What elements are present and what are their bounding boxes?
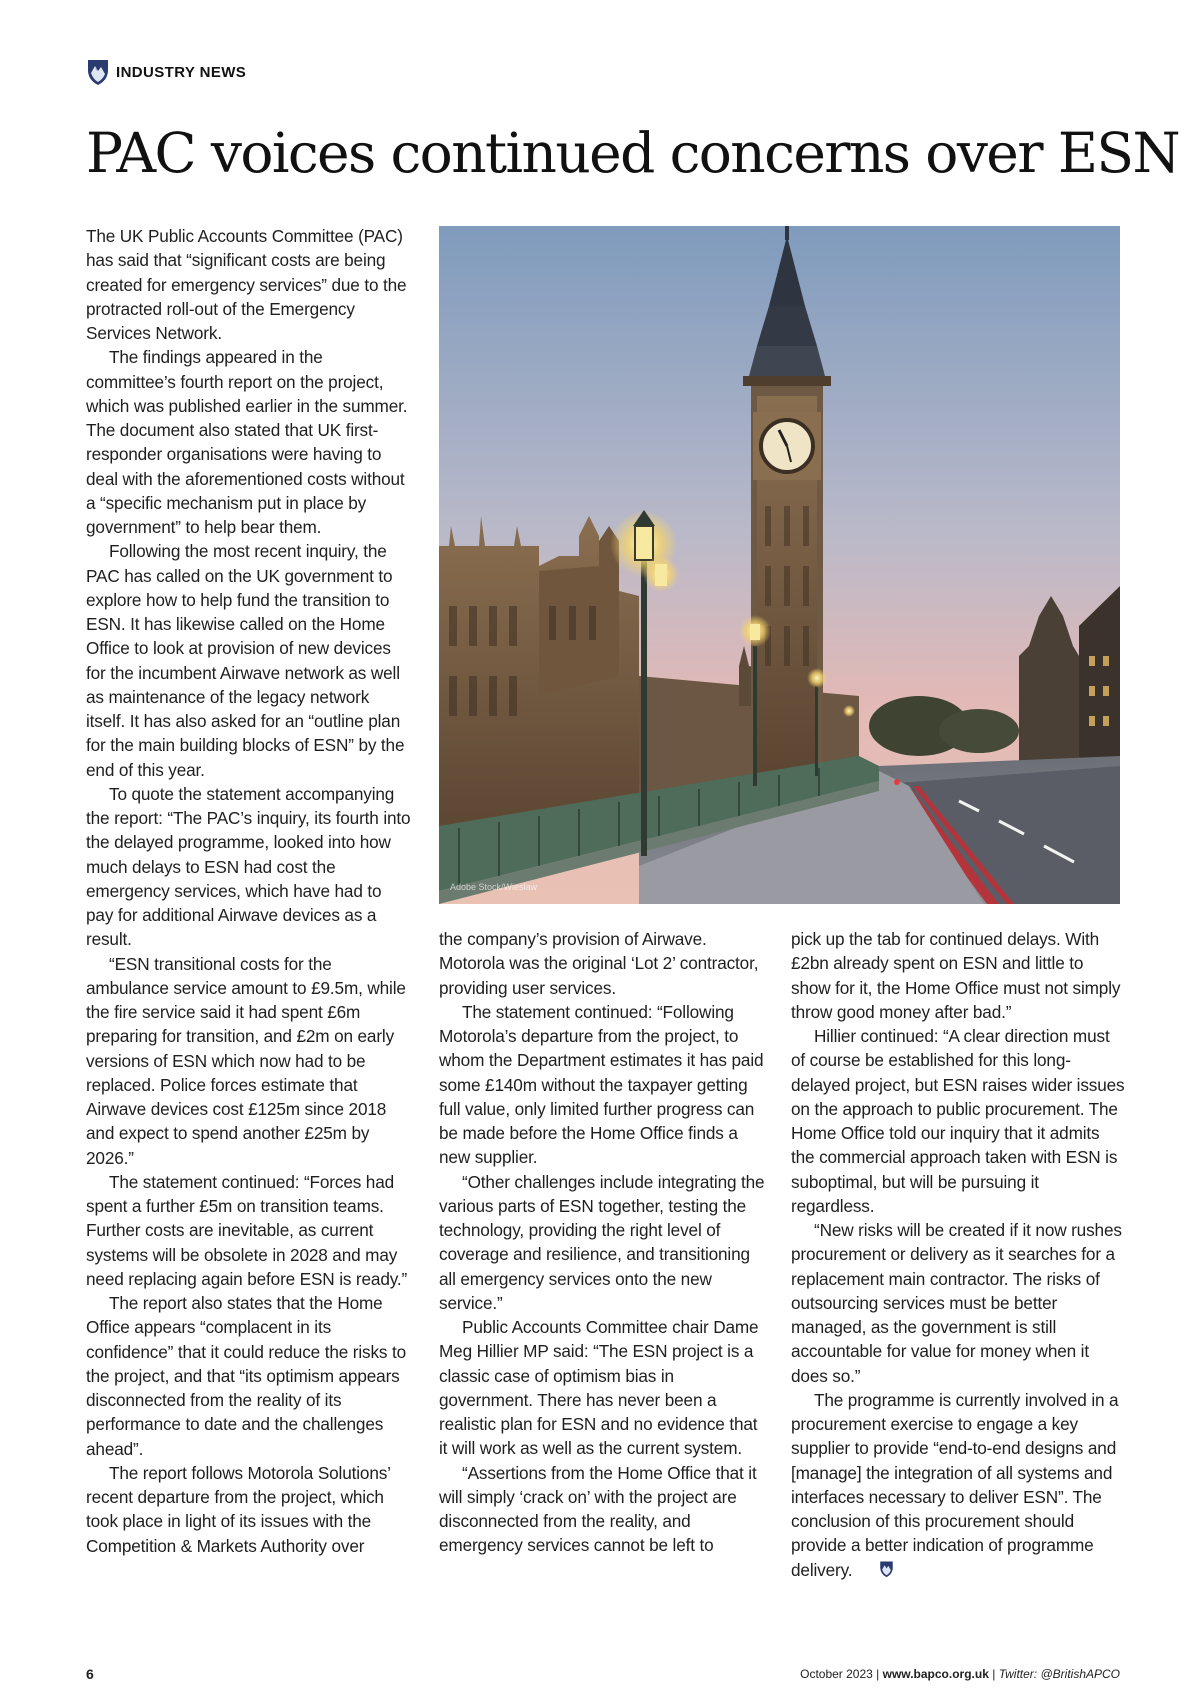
paragraph: pick up the tab for continued delays. With £2bn already spent on ESN and little to show for it, the Home Office must not simply throw good money after bad.” [791,929,1121,1022]
website-link[interactable]: www.bapco.org.uk [882,1667,989,1681]
paragraph: The statement continued: “Forces had spent a further £5m on transition teams. Further costs are inevitable, as current systems will be obsolete in 2028 and may need replacing again before ESN is ready.” [86,1171,408,1289]
paragraph: Following the most recent inquiry, the PAC has called on the UK government to explore how to help fund the transition to ESN. It has likewise called on the Home Office to look at provision of new devices for the incumbent Airwave network as well as maintenance of the legacy network itself. It has also asked for an “outline plan for the main building blocks of ESN” by the end of this year. [86,541,405,780]
bapco-shield-icon [86,58,110,86]
separator: | [876,1667,880,1681]
paragraph [791,1388,1126,1584]
paragraph-text: The programme is currently involved in a procurement exercise to engage a key supplier to provide “end-to-end designs and [manage] the integration of all systems and interfaces necessary to deliver ESN”. The conclusion of this procurement should provide a better indication of programme delivery. [791,1389,1119,1580]
paragraph: “New risks will be created if it now rushes procurement or delivery as it searches for a replacement main contractor. The risks of outsourcing services must be better managed, as the government is still accountable for value for money when it does so.” [791,1220,1122,1386]
article-column-3 [791,927,1126,1584]
article-column-1 [86,224,412,1558]
issue-date: October 2023 [800,1667,873,1681]
paragraph: The findings appeared in the committee’s fourth report on the project, which was published earlier in the summer. The document also stated that UK first-responder organisations were having to deal with the aforementioned costs without a “specific mechanism put in place by government” to help bear them. [86,347,408,537]
paragraph: To quote the statement accompanying the report: “The PAC’s inquiry, its fourth into the delayed programme, looked into how much delays to ESN had cost the emergency services, which have had to pay for additional Airwave devices as a result. [86,783,411,950]
paragraph: The UK Public Accounts Committee (PAC) has said that “significant costs are being created for emergency services” due to the protracted roll-out of the Emergency Services Network. [86,226,407,343]
separator: | [992,1667,996,1681]
page-number: 6 [86,1666,94,1682]
big-ben-photo [439,226,1120,904]
footer-info [800,1667,1120,1681]
section-header [86,58,246,86]
paragraph: the company’s provision of Airwave. Motorola was the original ‘Lot 2’ contractor, providing user services. [439,929,759,998]
paragraph: “ESN transitional costs for the ambulance service amount to £9.5m, while the fire service said it had spent £6m preparing for transition, and £2m on early versions of ESN which now had to be replaced. Police forces estimate that Airwave devices cost £125m since 2018 and expect to spend another £25m by 2026.” [86,953,406,1168]
end-mark-shield-icon [856,1560,894,1584]
paragraph: “Assertions from the Home Office that it will simply ‘crack on’ with the project are disconnected from the reality, and emergency services cannot be left to [439,1462,757,1556]
paragraph: “Other challenges include integrating the various parts of ESN together, testing the technology, providing the right level of coverage and resilience, and transitioning all emergency services onto the new service.” [439,1171,765,1313]
photo-credit: Adobe Stock/Wieslaw [450,882,538,892]
paragraph: The report follows Motorola Solutions’ recent departure from the project, which took place in light of its issues with the Competition & Markets Authority over [86,1462,391,1556]
paragraph: Public Accounts Committee chair Dame Meg Hillier MP said: “The ESN project is a classic case of optimism bias in government. There has never been a realistic plan for ESN and no evidence that it will work as well as the current system. [439,1317,759,1459]
twitter-handle[interactable]: Twitter: @BritishAPCO [998,1667,1120,1681]
article-headline: PAC voices continued concerns over ESN [86,121,1179,185]
paragraph: Hillier continued: “A clear direction must of course be established for this long-delayed project, but ESN raises wider issues on the approach to public procurement. The Home Office told our inquiry that it admits the commercial approach taken with ESN is suboptimal, but will be pursuing it regardless. [791,1026,1125,1216]
paragraph: The statement continued: “Following Motorola’s departure from the project, to whom the Department estimates it has paid some £140m without the taxpayer getting full value, only limited further progress can be made before the Home Office finds a new supplier. [439,1001,764,1168]
paragraph: The report also states that the Home Office appears “complacent in its confidence” that it could reduce the risks to the project, and that “its optimism appears disconnected from the reality of its performance to date and the challenges ahead”. [86,1293,406,1459]
article-column-2 [439,927,765,1558]
section-label: INDUSTRY NEWS [116,63,247,81]
